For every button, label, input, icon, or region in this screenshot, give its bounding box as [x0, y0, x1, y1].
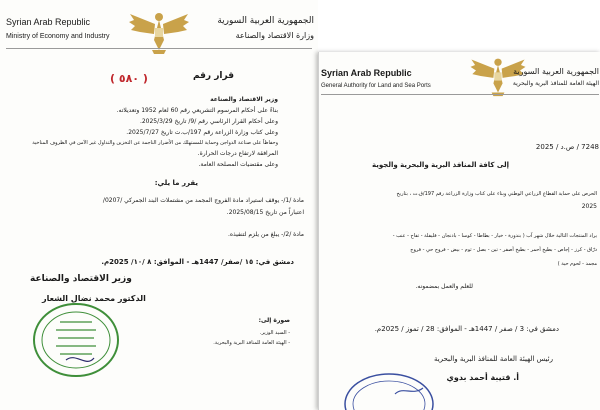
preamble-line: وعلى كتاب وزارة الزراعة رقم 197/ب.ت تاريخ 2025/7/27.: [126, 129, 278, 136]
article-2: مادة /2/- يبلغ من يلزم لتنفيذه.: [227, 231, 304, 238]
doc2-authority-en: General Authority for Land and Sea Ports: [321, 83, 431, 89]
minister-title: وزير الاقتصاد والصناعة: [30, 274, 132, 284]
authority-seal-stamp: [339, 364, 439, 410]
copy-recipient: - الهيئة العامة للمنافذ البرية والبحرية.: [213, 340, 290, 346]
preamble-line: المرافقة لارتفاع درجات الحرارة.: [197, 150, 278, 157]
copy-recipient: - السيد الوزير.: [259, 330, 290, 336]
doc2-country-en: Syrian Arab Republic: [321, 68, 412, 78]
addressee: إلى كافة المنافذ البرية والبحرية والجوية: [372, 161, 509, 169]
preamble-line: وعلى أحكام القرار الرئاسي رقم /9/ تاريخ 2025/3/29.: [139, 118, 278, 125]
minister-name: الدكتور محمد نضال الشعار: [42, 294, 146, 303]
doc2-authority-ar: الهيئة العامة للمنافذ البرية والبحرية: [512, 80, 599, 87]
decision-label: قرار رقم: [192, 71, 234, 81]
eagle-emblem-icon: [469, 54, 527, 98]
doc2-country-ar: الجمهورية العربية السورية: [513, 67, 599, 76]
resolves-heading: يقرر ما يلي:: [154, 179, 198, 187]
authority-head-name: أ. قتيبة أحمد بدوي: [446, 373, 519, 382]
header-divider: [321, 94, 599, 95]
body-line: مجمد - لحوم حية ): [557, 261, 597, 267]
copies-label: صورة إلى:: [258, 317, 290, 324]
preamble-line: وعلى مقتضيات المصلحة العامة.: [198, 161, 278, 168]
doc1-country-en: Syrian Arab Republic: [6, 17, 91, 27]
doc2-date-line: دمشق في: 3 / صفر / 1447هـ - الموافق: 28 / تموز / 2025م.: [374, 325, 559, 333]
decision-number: ( ٥٨٠ ): [110, 72, 148, 85]
doc1-date-line: دمشق في: ١٥ /صفر/ 1447هـ - الموافق: ٨ /١٠/ 2025م.: [101, 258, 294, 266]
reference-number: 7248 / ص.د / 2025: [535, 143, 599, 151]
body-line: الحرص على حماية القطاع الزراعي الوطني وبناء على كتاب وزارة الزراعة رقم 197/ق.ت ، بتاريخ: [396, 191, 597, 197]
doc1-ministry-en: Ministry of Economy and Industry: [6, 33, 110, 40]
body-line: يراد المنتجات التالية خلال شهر آب ( بندورة - خيار - بطاطا - كوسا - باذنجان - فليفلة - تفاح - عنب -: [392, 233, 597, 239]
preamble-line: وزير الاقتصاد والصناعة: [210, 96, 278, 103]
article-1: مادة /1/- يوقف استيراد مادة الفروج المجمد من مشتملات البند الجمركي /0207/: [102, 197, 304, 204]
body-line: درّاق - كرز - إجاص - بطيخ أحمر - بطيخ أصفر - تين - بصل - ثوم - بيض - فروج حي - فروج: [410, 247, 597, 253]
body-line: 2025: [581, 203, 597, 210]
doc1-country-ar: الجمهورية العربية السورية: [217, 16, 314, 26]
article-1-date: اعتباراً من تاريخ 2025/08/15.: [226, 209, 304, 216]
header-divider: [6, 48, 312, 49]
action-line: للعلم والعمل بمضمونه.: [415, 283, 473, 290]
ministry-seal-stamp: [30, 300, 122, 380]
ports-authority-circular: [318, 52, 600, 410]
doc1-ministry-ar: وزارة الاقتصاد والصناعة: [235, 31, 314, 40]
preamble-line: وحفاظاً على صناعة الدواجن وحماية للمستهلك من الأضرار الناجمة عن التخزين والتداول غير الآمن في الظروف المناخية: [32, 140, 278, 146]
preamble-line: بناءً على أحكام المرسوم التشريعي رقم 60 لعام 1952 وتعديلاته.: [116, 107, 278, 114]
authority-head-title: رئيس الهيئة العامة للمنافذ البرية والبحرية: [433, 355, 553, 363]
